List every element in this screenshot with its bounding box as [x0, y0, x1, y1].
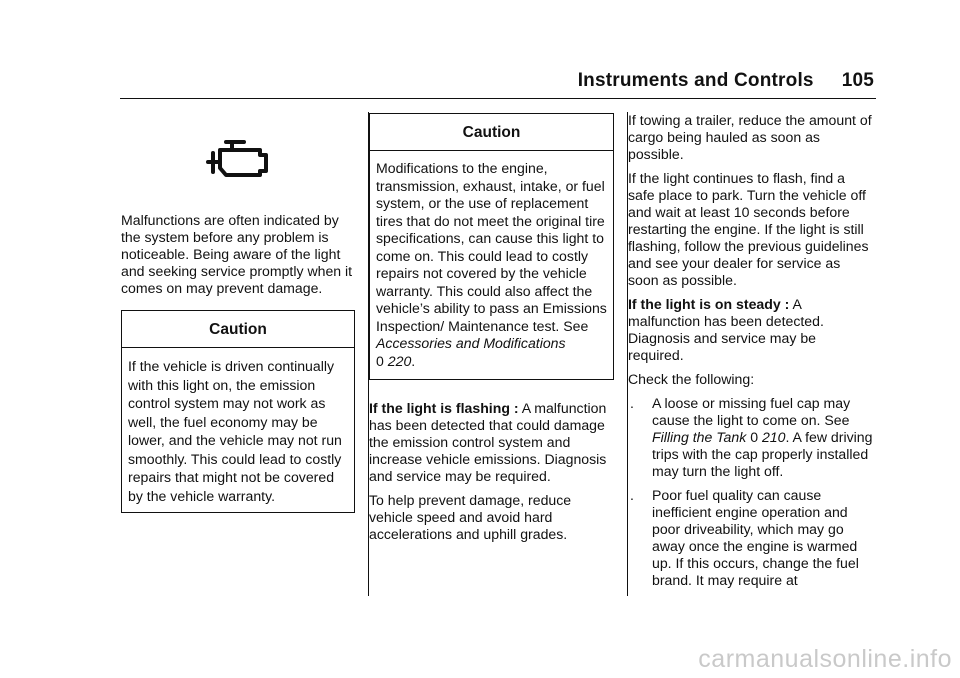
steady-heading: If the light is on steady :	[628, 296, 790, 312]
watermark: carmanualsonline.info	[698, 645, 952, 673]
cross-reference-link[interactable]: Filling the Tank	[652, 429, 747, 445]
prevent-damage-paragraph: To help prevent damage, reduce vehicle speed and avoid hard accelerations and uphill grades.	[369, 492, 572, 542]
steady-text: A malfunction has been detected. Diagnosis and service may be required.	[628, 296, 824, 363]
caution-title: Caution	[370, 114, 613, 151]
column-3	[628, 112, 874, 596]
bullet-mark: .	[630, 395, 634, 411]
page-ref[interactable]: 220	[387, 352, 412, 369]
flashing-text: A malfunction has been detected that could damage the emission control system and increase vehicle emissions. Diagnosis and service may be required.	[369, 400, 607, 484]
cross-reference-link[interactable]: Accessories and Modifications	[376, 335, 566, 351]
list-item	[628, 395, 874, 480]
flashing-heading: If the light is flashing :	[369, 400, 519, 416]
caution-box	[369, 113, 614, 380]
page-ref-symbol: 0	[376, 352, 384, 369]
check-following: Check the following:	[628, 371, 755, 387]
section-title: Instruments and Controls	[577, 70, 814, 91]
caution-text: Modifications to the engine, transmission, exhaust, intake, or fuel system, or the use of replacement tires that do not meet the original tire specifications, can cause this light to come on. This could lead to costly repairs not covered by the vehicle warranty. This could also affect the vehicle’s ability to pass an Emissions Inspection/ Maintenance test. See	[376, 160, 607, 334]
caution-text: If the vehicle is driven continually with this light on, the emission control system may not work as well, the fuel economy may be lower, and the vehicle may not run smoothly. This could lead to costly repairs that might not be covered by the vehicle warranty.	[128, 358, 342, 504]
page-header	[578, 70, 874, 92]
caution-body	[370, 151, 613, 379]
intro-paragraph: Malfunctions are often indicated by the system before any problem is noticeable. Being aware of the light and seeking service promptly when it comes on may prevent damage.	[121, 212, 353, 296]
bullet-text-before: A loose or missing fuel cap may cause the light to come on. See	[652, 395, 851, 428]
page-number: 105	[841, 70, 874, 91]
column-2	[369, 113, 614, 550]
caution-box	[121, 310, 355, 513]
page-ref[interactable]: 210	[761, 429, 786, 445]
ref-punctuation: .	[411, 352, 416, 369]
bullet-text: Poor fuel quality can cause inefficient engine operation and poor driveability, which may go away once the engine is warmed up. If this occurs, change the fuel brand. It may require at	[652, 487, 859, 588]
column-1	[121, 212, 355, 513]
steady-paragraph	[628, 296, 874, 364]
continues-flashing-paragraph: If the light continues to flash, find a safe place to park. Turn the vehicle off and wait at least 10 seconds before restarting the engine. If the light is still flashing, follow the previous guidelines and see your dealer for service as soon as possible.	[628, 170, 869, 288]
bullet-text	[652, 395, 874, 480]
towing-paragraph: If towing a trailer, reduce the amount of cargo being hauled as soon as possible.	[628, 112, 872, 162]
caution-title: Caution	[122, 311, 354, 348]
page-ref-symbol: 0	[750, 429, 759, 445]
bullet-mark: .	[630, 487, 634, 503]
check-engine-icon	[206, 138, 270, 178]
bullet-text-after: . A few driving trips with the cap properly installed may turn the light off.	[652, 429, 873, 479]
flashing-paragraph	[369, 400, 614, 485]
list-item	[628, 487, 874, 589]
header-divider	[120, 98, 876, 99]
